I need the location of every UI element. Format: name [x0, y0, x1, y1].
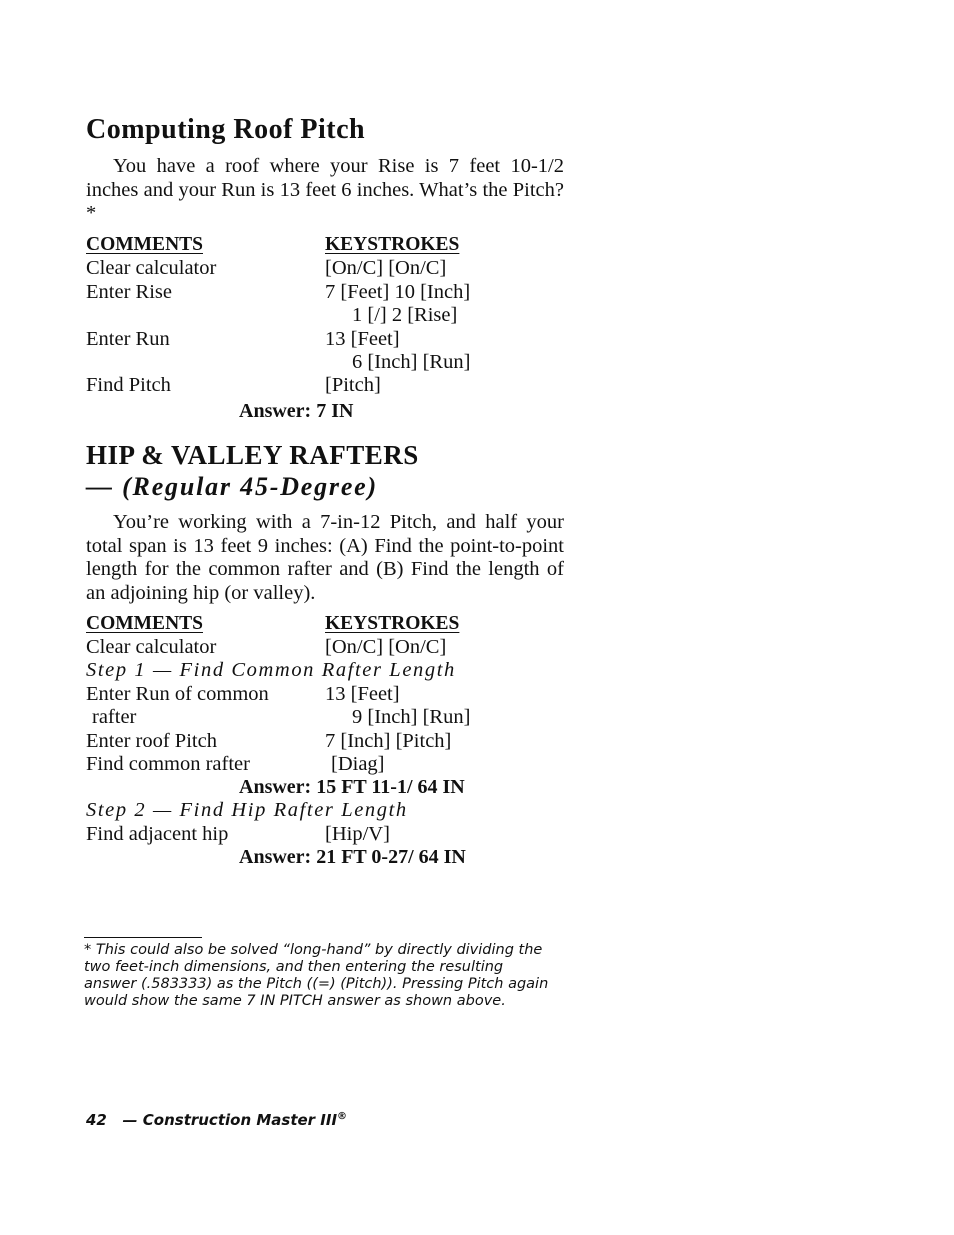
- section2-title: HIP & VALLEY RAFTERS: [86, 440, 419, 470]
- step1-heading: Step 1 — Find Common Rafter Length: [86, 659, 456, 681]
- section1-header-row: [86, 233, 566, 257]
- page-number: 42: [86, 1111, 107, 1129]
- table-row: [86, 635, 566, 659]
- row-keys: 1 [/] 2 [Rise]: [352, 304, 458, 326]
- footnote-divider: [84, 937, 202, 938]
- row-keys: 13 [Feet]: [325, 683, 400, 705]
- row-keys: 6 [Inch] [Run]: [352, 351, 471, 373]
- table-row: [86, 280, 566, 304]
- section2-subtitle: — (Regular 45-Degree): [86, 472, 378, 501]
- row-keys: 7 [Inch] [Pitch]: [325, 730, 452, 752]
- comments-header: COMMENTS: [86, 234, 203, 255]
- table-row: [86, 752, 566, 776]
- table-row: [86, 682, 566, 706]
- row-comment: Find Pitch: [86, 374, 171, 396]
- step2-heading: Step 2 — Find Hip Rafter Length: [86, 799, 408, 821]
- table-row: [86, 350, 566, 374]
- row-keys: 9 [Inch] [Run]: [352, 706, 471, 728]
- answer2: Answer: 21 FT 0-27/ 64 IN: [239, 846, 466, 868]
- section1-intro: You have a roof where your Rise is 7 feet 10-1/2 inches and your Run is 13 feet 6 inches. What’s the Pitch?*: [86, 155, 564, 224]
- table-row: [86, 373, 566, 397]
- section1-title: Computing Roof Pitch: [86, 114, 366, 145]
- row-keys: 13 [Feet]: [325, 328, 400, 350]
- row-comment: Find adjacent hip: [86, 823, 229, 845]
- footnote: * This could also be solved “long-hand” by directly dividing the two feet-inch dimensions, and then entering the resulting answer (.583333) as the Pitch ((=) (Pitch)). Pressing Pitch again would show the same 7 IN PITCH answer as shown above.: [84, 942, 549, 1009]
- row-keys: [On/C] [On/C]: [325, 257, 447, 279]
- footer-title: — Construction Master III: [122, 1111, 338, 1129]
- section1-answer: Answer: 7 IN: [239, 400, 354, 422]
- table-row: [86, 327, 566, 351]
- table-row: [86, 303, 566, 327]
- row-comment: Clear calculator: [86, 636, 217, 658]
- row-comment: Enter Run of common: [86, 683, 269, 705]
- row-keys: [Pitch]: [325, 374, 381, 396]
- row-comment: rafter: [92, 706, 137, 728]
- row-comment: Clear calculator: [86, 257, 217, 279]
- page-footer: [86, 1111, 347, 1129]
- table-row: [86, 822, 566, 846]
- table-row: [86, 256, 566, 280]
- table-row: [86, 729, 566, 753]
- row-comment: Enter roof Pitch: [86, 730, 217, 752]
- section2-header-row: [86, 612, 566, 636]
- keystrokes-header: KEYSTROKES: [325, 234, 460, 255]
- row-keys: [Diag]: [331, 753, 385, 775]
- table-row: [86, 705, 566, 729]
- row-keys: 7 [Feet] 10 [Inch]: [325, 281, 471, 303]
- row-keys: [On/C] [On/C]: [325, 636, 447, 658]
- keystrokes-header: KEYSTROKES: [325, 613, 460, 634]
- row-comment: Enter Run: [86, 328, 170, 350]
- row-comment: Find common rafter: [86, 753, 250, 775]
- row-comment: Enter Rise: [86, 281, 172, 303]
- registered-mark: ®: [337, 1111, 348, 1122]
- row-keys: [Hip/V]: [325, 823, 390, 845]
- comments-header: COMMENTS: [86, 613, 203, 634]
- answer1: Answer: 15 FT 11-1/ 64 IN: [239, 776, 465, 798]
- section2-intro: You’re working with a 7-in-12 Pitch, and half your total span is 13 feet 9 inches: (A) Find the point-to-point length for the common rafter and (B) Find the length of an adjoining hip (or valley).: [86, 511, 564, 604]
